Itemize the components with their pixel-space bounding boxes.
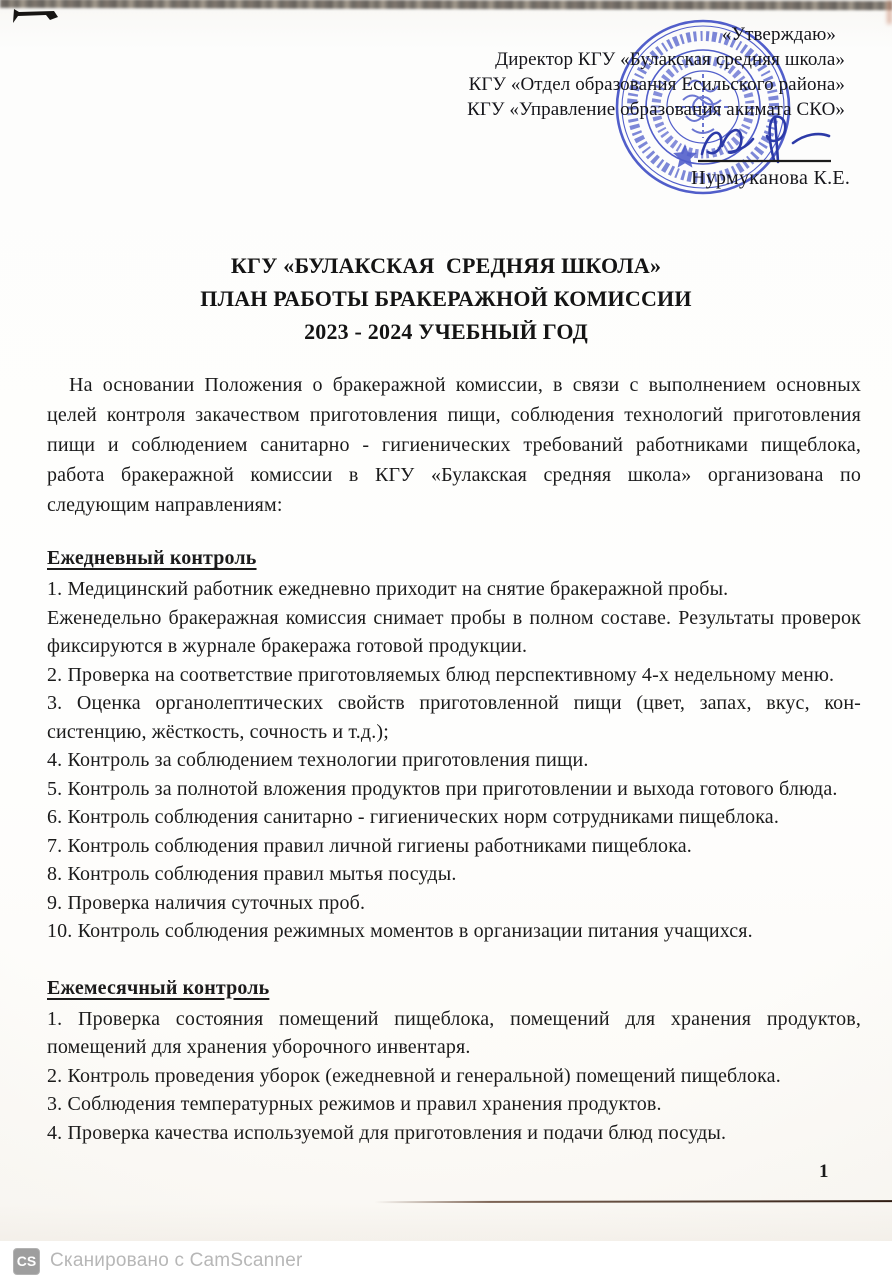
- camscanner-logo-icon: CS: [13, 1248, 40, 1275]
- list-item: 4. Проверка качества используемой для приготовления и подачи блюд посуды.: [47, 1121, 727, 1144]
- scan-edge-top-artifact: [0, 0, 892, 10]
- intro-paragraph: На основании Положения о бракеражной комиссии, в связи с выполнением основных целей контроля закачеством приготовления пищи, соблюдения технологий приготовления пищи и соблюдением санитарно - гигиенических требований работниками пищеблока, работа бракеражной комиссии в КГУ «Булакская средняя школа» организована по следующим направлениям:: [47, 374, 861, 516]
- approval-line-district: КГУ «Отдел образования Есильского района»: [468, 74, 845, 95]
- list-item: 2. Проверка на соответствие приготовляемых блюд перспективному 4-х недельному меню.: [47, 663, 835, 686]
- page-number: 1: [819, 1161, 829, 1182]
- title-year: 2023 - 2024 УЧЕБНЫЙ ГОД: [304, 319, 588, 344]
- section-monthly-control: [47, 974, 861, 1148]
- list-item: 5. Контроль за полнотой вложения продуктов при приготовлении и выхода готового блюда.: [47, 777, 838, 800]
- section-heading-daily: Ежедневный контроль: [47, 547, 257, 569]
- list-item: 1. Проверка состояния помещений пищеблока, помещений для хранения продуктов, помещений для хранения уборочного инвентаря.: [47, 1007, 861, 1058]
- list-item: 2. Контроль проведения уборок (ежедневной и генеральной) помещений пищеблока.: [47, 1064, 781, 1087]
- approval-line-region: КГУ «Управление образования акимата СКО»: [467, 99, 845, 120]
- signature-icon: [688, 108, 888, 170]
- list-item: 4. Контроль за соблюдением технологии приготовления пищи.: [47, 749, 589, 771]
- title-school: КГУ «БУЛАКСКАЯ СРЕДНЯЯ ШКОЛА»: [230, 253, 662, 278]
- list-item: 10. Контроль соблюдения режимных моментов в организации питания учащихся.: [47, 920, 753, 942]
- approval-label: «Утверждаю»: [721, 24, 836, 45]
- camscanner-footer: [0, 1242, 892, 1280]
- list-item: 3. Оценка органолептических свойств приготовленной пищи (цвет, запах, вкус, кон-систенцию, жёсткость, сочность и т.д.);: [47, 692, 861, 743]
- camscanner-watermark-text: Сканировано с CamScanner: [50, 1250, 303, 1271]
- document-body: [47, 370, 861, 1147]
- approval-line-director: Директор КГУ «Булакская средняя школа»: [495, 49, 845, 70]
- approval-block: [467, 22, 845, 122]
- signatory-name: Нурмуканова К.Е.: [691, 167, 851, 189]
- scan-edge-bottom-artifact: [0, 1200, 892, 1204]
- list-item: 1. Медицинский работник ежедневно приходит на снятие бракеражной пробы.: [47, 578, 729, 600]
- section-daily-control: [47, 544, 861, 946]
- list-item: 3. Соблюдения температурных режимов и правил хранения продуктов.: [47, 1093, 662, 1115]
- corner-scan-mark: [10, 4, 62, 26]
- section-heading-monthly: Ежемесячный контроль: [47, 976, 270, 999]
- list-item: 6. Контроль соблюдения санитарно - гигиенических норм сотрудниками пищеблока.: [47, 806, 779, 828]
- list-item: 8. Контроль соблюдения правил мытья посуды.: [47, 863, 457, 885]
- scan-edge-right-artifact: [887, 0, 892, 24]
- list-item: Еженедельно бракеражная комиссия снимает пробы в полном составе. Результаты проверок фиксируются в журнале бракеража готовой продукции.: [47, 606, 861, 657]
- document-title: [0, 249, 892, 348]
- list-item: 7. Контроль соблюдения правил личной гигиены работниками пищеблока.: [47, 834, 692, 857]
- title-plan: ПЛАН РАБОТЫ БРАКЕРАЖНОЙ КОМИССИИ: [200, 286, 692, 311]
- list-item: 9. Проверка наличия суточных проб.: [47, 891, 366, 914]
